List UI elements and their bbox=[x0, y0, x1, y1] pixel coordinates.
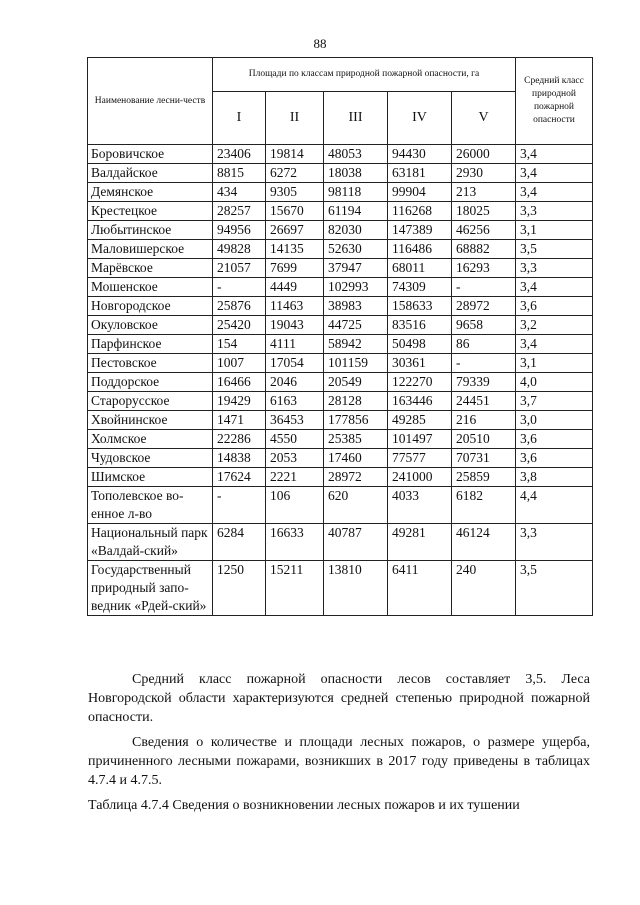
average-class-cell: 3,3 bbox=[516, 259, 593, 278]
table-row bbox=[88, 221, 593, 240]
forestry-name-cell: Маловишерское bbox=[88, 240, 213, 259]
area-value-cell: 68882 bbox=[452, 240, 516, 259]
area-value-cell: 49828 bbox=[213, 240, 266, 259]
area-value-cell: 50498 bbox=[388, 335, 452, 354]
table-row bbox=[88, 561, 593, 616]
average-class-cell: 3,1 bbox=[516, 221, 593, 240]
average-class-cell: 3,0 bbox=[516, 411, 593, 430]
table-row bbox=[88, 449, 593, 468]
area-value-cell: 77577 bbox=[388, 449, 452, 468]
forestry-name-cell: Национальный парк «Валдай-ский» bbox=[88, 524, 213, 561]
area-value-cell: 163446 bbox=[388, 392, 452, 411]
forestry-name-cell: Крестецкое bbox=[88, 202, 213, 221]
area-value-cell: 70731 bbox=[452, 449, 516, 468]
average-class-cell: 3,5 bbox=[516, 561, 593, 616]
area-value-cell: 23406 bbox=[213, 145, 266, 164]
average-class-cell: 4,0 bbox=[516, 373, 593, 392]
table-row bbox=[88, 316, 593, 335]
forestry-name-cell: Чудовское bbox=[88, 449, 213, 468]
average-class-cell: 3,2 bbox=[516, 316, 593, 335]
average-class-cell: 3,8 bbox=[516, 468, 593, 487]
forestry-name-cell: Валдайское bbox=[88, 164, 213, 183]
area-value-cell: 116268 bbox=[388, 202, 452, 221]
forestry-name-cell: Парфинское bbox=[88, 335, 213, 354]
average-class-cell: 3,4 bbox=[516, 278, 593, 297]
area-value-cell: 16293 bbox=[452, 259, 516, 278]
average-class-cell: 3,6 bbox=[516, 449, 593, 468]
area-value-cell: 82030 bbox=[324, 221, 388, 240]
area-value-cell: 4111 bbox=[266, 335, 324, 354]
area-value-cell: 16466 bbox=[213, 373, 266, 392]
area-value-cell: 20510 bbox=[452, 430, 516, 449]
table-row bbox=[88, 354, 593, 373]
area-value-cell: 25859 bbox=[452, 468, 516, 487]
table-row bbox=[88, 297, 593, 316]
average-class-cell: 3,6 bbox=[516, 430, 593, 449]
area-value-cell: 38983 bbox=[324, 297, 388, 316]
area-value-cell: 94956 bbox=[213, 221, 266, 240]
area-value-cell: 14838 bbox=[213, 449, 266, 468]
area-value-cell: - bbox=[213, 278, 266, 297]
table-row bbox=[88, 411, 593, 430]
average-class-cell: 3,4 bbox=[516, 164, 593, 183]
area-value-cell: 19429 bbox=[213, 392, 266, 411]
area-value-cell: 6182 bbox=[452, 487, 516, 524]
area-value-cell: 240 bbox=[452, 561, 516, 616]
area-value-cell: 620 bbox=[324, 487, 388, 524]
table-row bbox=[88, 487, 593, 524]
table-row bbox=[88, 183, 593, 202]
area-value-cell: 21057 bbox=[213, 259, 266, 278]
area-value-cell: - bbox=[452, 278, 516, 297]
forestry-name-cell: Тополевское во-енное л-во bbox=[88, 487, 213, 524]
area-value-cell: - bbox=[452, 354, 516, 373]
area-value-cell: 216 bbox=[452, 411, 516, 430]
area-value-cell: 7699 bbox=[266, 259, 324, 278]
area-value-cell: 17460 bbox=[324, 449, 388, 468]
reference-paragraph: Сведения о количестве и площади лесных пожаров, о размере ущерба, причиненного лесными пожарами, возникших в 2017 году приведены в таблицах 4.7.4 и 4.7.5. bbox=[88, 735, 590, 788]
area-value-cell: 36453 bbox=[266, 411, 324, 430]
area-value-cell: 52630 bbox=[324, 240, 388, 259]
area-value-cell: 9658 bbox=[452, 316, 516, 335]
area-value-cell: 37947 bbox=[324, 259, 388, 278]
header-class-5: V bbox=[452, 91, 516, 144]
average-class-cell: 3,4 bbox=[516, 145, 593, 164]
header-class-1: I bbox=[213, 91, 266, 144]
area-value-cell: 14135 bbox=[266, 240, 324, 259]
page-number: 88 bbox=[313, 36, 327, 51]
area-value-cell: 79339 bbox=[452, 373, 516, 392]
fire-danger-table bbox=[87, 57, 593, 616]
area-value-cell: 22286 bbox=[213, 430, 266, 449]
table-row bbox=[88, 430, 593, 449]
table-row bbox=[88, 335, 593, 354]
area-value-cell: 106 bbox=[266, 487, 324, 524]
area-value-cell: 28257 bbox=[213, 202, 266, 221]
area-value-cell: 2930 bbox=[452, 164, 516, 183]
area-value-cell: 48053 bbox=[324, 145, 388, 164]
area-value-cell: 15670 bbox=[266, 202, 324, 221]
area-value-cell: 98118 bbox=[324, 183, 388, 202]
area-value-cell: 68011 bbox=[388, 259, 452, 278]
area-value-cell: 177856 bbox=[324, 411, 388, 430]
table-row bbox=[88, 259, 593, 278]
area-value-cell: 46256 bbox=[452, 221, 516, 240]
area-value-cell: 63181 bbox=[388, 164, 452, 183]
header-class-2: II bbox=[266, 91, 324, 144]
area-value-cell: 158633 bbox=[388, 297, 452, 316]
area-value-cell: 241000 bbox=[388, 468, 452, 487]
area-value-cell: 46124 bbox=[452, 524, 516, 561]
area-value-cell: 434 bbox=[213, 183, 266, 202]
average-class-cell: 3,6 bbox=[516, 297, 593, 316]
average-class-cell: 3,5 bbox=[516, 240, 593, 259]
forestry-name-cell: Демянское bbox=[88, 183, 213, 202]
average-class-cell: 3,7 bbox=[516, 392, 593, 411]
area-value-cell: 99904 bbox=[388, 183, 452, 202]
area-value-cell: 25420 bbox=[213, 316, 266, 335]
forestry-name-cell: Мошенское bbox=[88, 278, 213, 297]
forestry-name-cell: Новгородское bbox=[88, 297, 213, 316]
area-value-cell: 6272 bbox=[266, 164, 324, 183]
forestry-name-cell: Марёвское bbox=[88, 259, 213, 278]
area-value-cell: 11463 bbox=[266, 297, 324, 316]
table-row bbox=[88, 240, 593, 259]
area-value-cell: 49285 bbox=[388, 411, 452, 430]
forestry-name-cell: Любытинское bbox=[88, 221, 213, 240]
forestry-name-cell: Государственный природный запо-ведник «Рдей-ский» bbox=[88, 561, 213, 616]
average-class-cell: 3,1 bbox=[516, 354, 593, 373]
area-value-cell: 24451 bbox=[452, 392, 516, 411]
area-value-cell: 154 bbox=[213, 335, 266, 354]
area-value-cell: 4449 bbox=[266, 278, 324, 297]
summary-paragraph: Средний класс пожарной опасности лесов составляет 3,5. Леса Новгородской области характеризуются средней степенью природной пожарной опасности. bbox=[88, 672, 590, 725]
forestry-name-cell: Боровичское bbox=[88, 145, 213, 164]
table-row bbox=[88, 468, 593, 487]
area-value-cell: 61194 bbox=[324, 202, 388, 221]
area-value-cell: 101159 bbox=[324, 354, 388, 373]
area-value-cell: 1007 bbox=[213, 354, 266, 373]
area-value-cell: 13810 bbox=[324, 561, 388, 616]
area-value-cell: 17624 bbox=[213, 468, 266, 487]
area-value-cell: 116486 bbox=[388, 240, 452, 259]
header-name-column: Наименование лесни-честв bbox=[88, 58, 213, 145]
area-value-cell: 1250 bbox=[213, 561, 266, 616]
area-value-cell: 2046 bbox=[266, 373, 324, 392]
area-value-cell: 4033 bbox=[388, 487, 452, 524]
area-value-cell: 6163 bbox=[266, 392, 324, 411]
table-row bbox=[88, 373, 593, 392]
average-class-cell: 4,4 bbox=[516, 487, 593, 524]
area-value-cell: 74309 bbox=[388, 278, 452, 297]
area-value-cell: 28972 bbox=[452, 297, 516, 316]
area-value-cell: 49281 bbox=[388, 524, 452, 561]
area-value-cell: 58942 bbox=[324, 335, 388, 354]
average-class-cell: 3,3 bbox=[516, 202, 593, 221]
header-area-group: Площади по классам природной пожарной опасности, га bbox=[213, 58, 516, 92]
area-value-cell: 147389 bbox=[388, 221, 452, 240]
table-row bbox=[88, 164, 593, 183]
area-value-cell: 2221 bbox=[266, 468, 324, 487]
forestry-name-cell: Окуловское bbox=[88, 316, 213, 335]
forestry-name-cell: Холмское bbox=[88, 430, 213, 449]
area-value-cell: 26697 bbox=[266, 221, 324, 240]
area-value-cell: 16633 bbox=[266, 524, 324, 561]
area-value-cell: 19043 bbox=[266, 316, 324, 335]
area-value-cell: 18025 bbox=[452, 202, 516, 221]
area-value-cell: 83516 bbox=[388, 316, 452, 335]
area-value-cell: 40787 bbox=[324, 524, 388, 561]
area-value-cell: 6411 bbox=[388, 561, 452, 616]
area-value-cell: 25876 bbox=[213, 297, 266, 316]
area-value-cell: 25385 bbox=[324, 430, 388, 449]
area-value-cell: 101497 bbox=[388, 430, 452, 449]
area-value-cell: 86 bbox=[452, 335, 516, 354]
header-class-3: III bbox=[324, 91, 388, 144]
area-value-cell: 28128 bbox=[324, 392, 388, 411]
table-caption: Таблица 4.7.4 Сведения о возникновении лесных пожаров и их тушении bbox=[88, 798, 520, 813]
area-value-cell: 18038 bbox=[324, 164, 388, 183]
area-value-cell: 4550 bbox=[266, 430, 324, 449]
area-value-cell: 28972 bbox=[324, 468, 388, 487]
forestry-name-cell: Старорусское bbox=[88, 392, 213, 411]
area-value-cell: 30361 bbox=[388, 354, 452, 373]
forestry-name-cell: Шимское bbox=[88, 468, 213, 487]
area-value-cell: 20549 bbox=[324, 373, 388, 392]
area-value-cell: 1471 bbox=[213, 411, 266, 430]
table-row bbox=[88, 392, 593, 411]
table-row bbox=[88, 145, 593, 164]
forestry-name-cell: Хвойнинское bbox=[88, 411, 213, 430]
header-average-class: Средний класс природной пожарной опасности bbox=[516, 58, 593, 145]
area-value-cell: 19814 bbox=[266, 145, 324, 164]
average-class-cell: 3,4 bbox=[516, 183, 593, 202]
header-class-4: IV bbox=[388, 91, 452, 144]
average-class-cell: 3,4 bbox=[516, 335, 593, 354]
forestry-name-cell: Поддорское bbox=[88, 373, 213, 392]
area-value-cell: 26000 bbox=[452, 145, 516, 164]
area-value-cell: 8815 bbox=[213, 164, 266, 183]
area-value-cell: - bbox=[213, 487, 266, 524]
area-value-cell: 102993 bbox=[324, 278, 388, 297]
area-value-cell: 6284 bbox=[213, 524, 266, 561]
area-value-cell: 94430 bbox=[388, 145, 452, 164]
area-value-cell: 122270 bbox=[388, 373, 452, 392]
area-value-cell: 15211 bbox=[266, 561, 324, 616]
area-value-cell: 17054 bbox=[266, 354, 324, 373]
forestry-name-cell: Пестовское bbox=[88, 354, 213, 373]
table-row bbox=[88, 278, 593, 297]
area-value-cell: 44725 bbox=[324, 316, 388, 335]
area-value-cell: 2053 bbox=[266, 449, 324, 468]
average-class-cell: 3,3 bbox=[516, 524, 593, 561]
area-value-cell: 9305 bbox=[266, 183, 324, 202]
table-row bbox=[88, 202, 593, 221]
table-row bbox=[88, 524, 593, 561]
area-value-cell: 213 bbox=[452, 183, 516, 202]
